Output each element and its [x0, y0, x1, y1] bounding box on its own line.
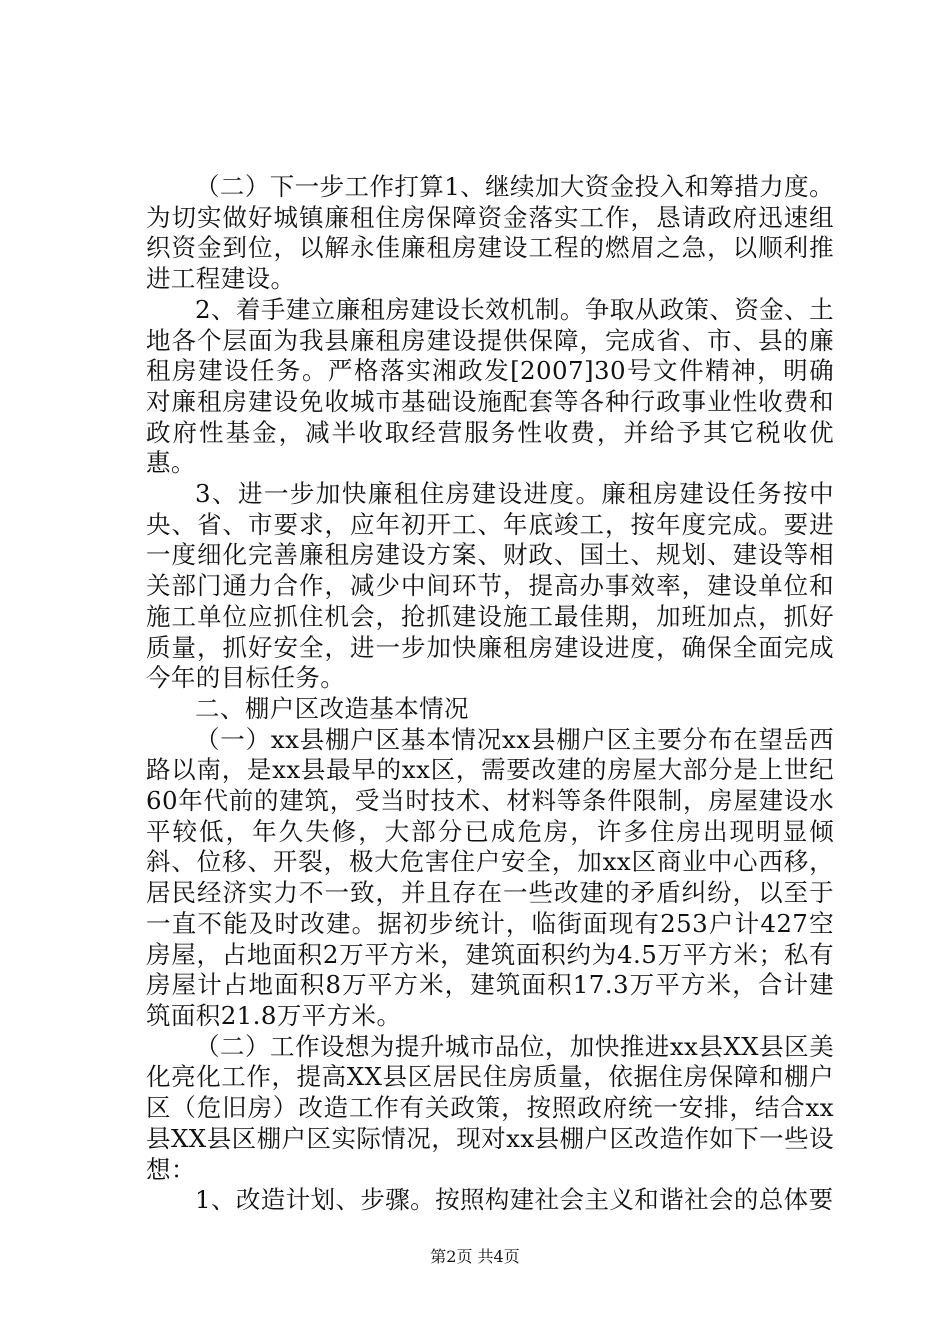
section-heading-shantytown: 二、棚户区改造基本情况 — [195, 693, 469, 723]
page-number-footer: 第2页 共4页 — [430, 1247, 520, 1266]
document-body — [146, 172, 834, 1216]
paragraph-shantytown-basics: （一）xx县棚户区基本情况xx县棚户区主要分布在望岳西路以南，是xx县最早的xx区，需要改建的房屋大部分是上世纪60年代前的建筑，受当时技术、材料等条件限制，房屋建设水平较低，年久失修，大部分已成危房，许多住房出现明显倾斜、位移、开裂，极大危害住户安全，加xx区商业中心西移，居民经济实力不一致，并且存在一些改建的矛盾纠纷，以至于一直不能及时改建。据初步统计，临街面现有253户计427空房屋，占地面积2万平方米，建筑面积约为4.5万平方米；私有房屋计占地面积8万平方米，建筑面积17.3万平方米，合计建筑面积21.8万平方米。 — [146, 724, 834, 1030]
paragraph-next-step-plan: （二）下一步工作打算1、继续加大资金投入和筹措力度。为切实做好城镇廉租住房保障资金落实工作，恳请政府迅速组织资金到位，以解永佳廉租房建设工程的燃眉之急，以顺利推进工程建设。 — [146, 172, 834, 294]
paragraph-work-ideas: （二）工作设想为提升城市品位，加快推进xx县XX县区美化亮化工作，提高XX县区居民住房质量，依据住房保障和棚户区（危旧房）改造工作有关政策，按照政府统一安排，结合xx县XX县区棚户区实际情况，现对xx县棚户区改造作如下一些设想： — [146, 1031, 834, 1184]
paragraph-renovation-plan: 1、改造计划、步骤。按照构建社会主义和谐社会的总体要 — [195, 1185, 834, 1215]
paragraph-long-term-mechanism: 2、着手建立廉租房建设长效机制。争取从政策、资金、土地各个层面为我县廉租房建设提供保障，完成省、市、县的廉租房建设任务。严格落实湘政发[2007]30号文件精神，明确对廉租房建设免收城市基础设施配套等各种行政事业性收费和政府性基金，减半收取经营服务性收费，并给予其它税收优惠。 — [146, 294, 834, 478]
paragraph-speed-up-construction: 3、进一步加快廉租住房建设进度。廉租房建设任务按中央、省、市要求，应年初开工、年底竣工，按年度完成。要进一度细化完善廉租房建设方案、财政、国土、规划、建设等相关部门通力合作，减少中间环节，提高办事效率，建设单位和施工单位应抓住机会，抢抓建设施工最佳期，加班加点，抓好质量，抓好安全，进一步加快廉租房建设进度，确保全面完成今年的目标任务。 — [146, 479, 834, 693]
